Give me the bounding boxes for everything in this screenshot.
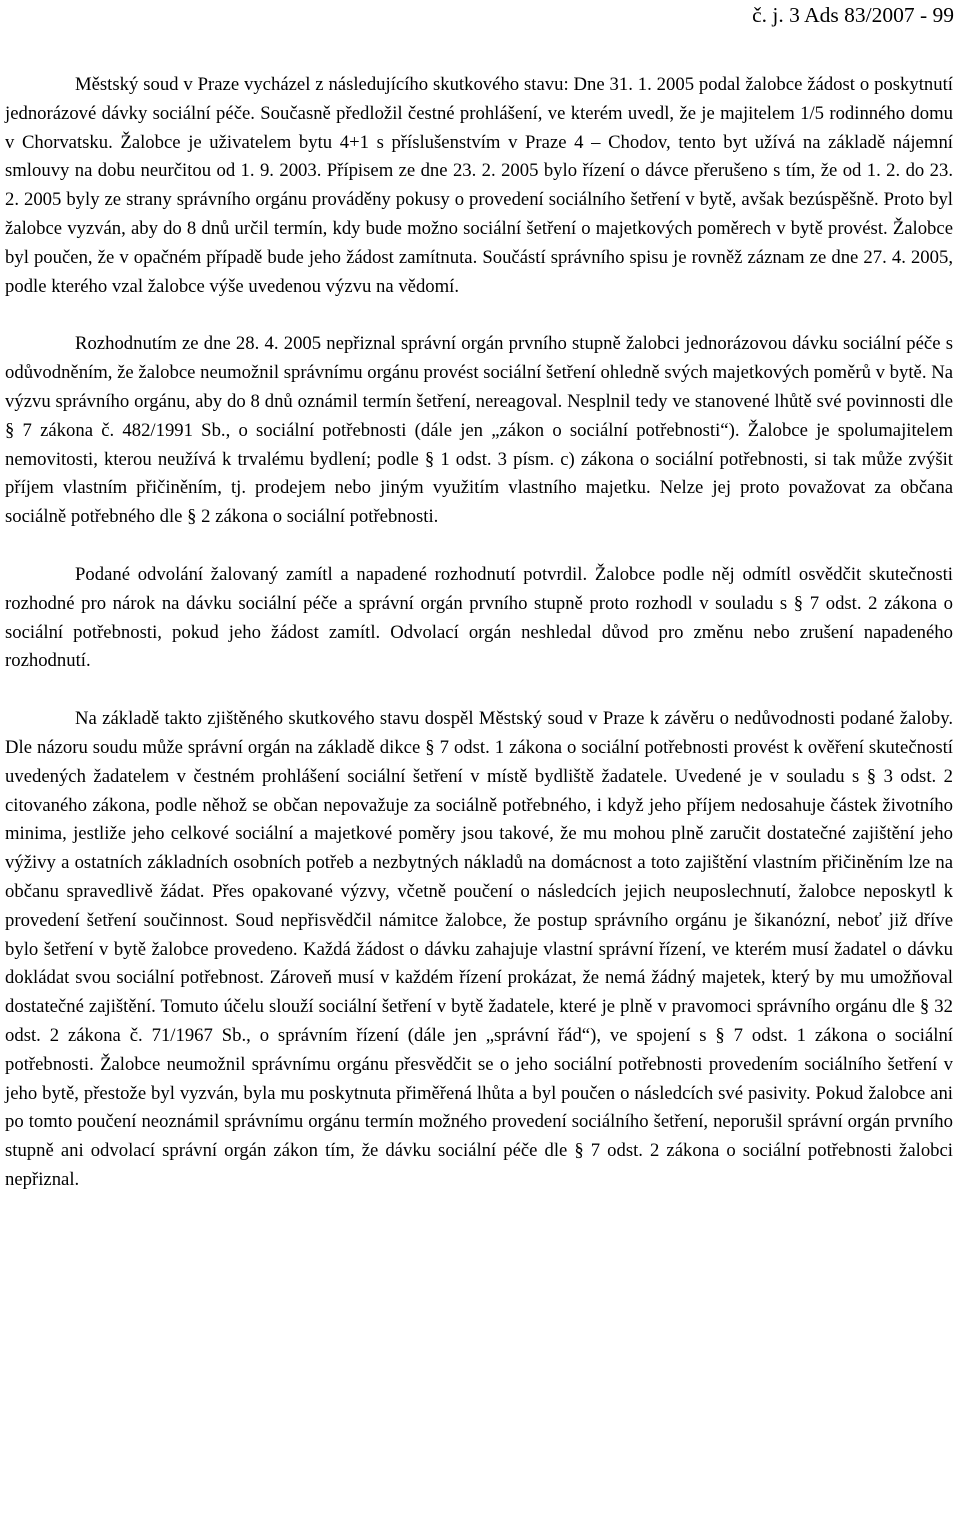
case-number: č. j. 3 Ads 83/2007 - 99 bbox=[752, 3, 954, 27]
paragraph-first-instance-decision: Rozhodnutím ze dne 28. 4. 2005 nepřiznal správní orgán prvního stupně žalobci jednorázovou dávku sociální péče s odůvodněním, že žalobce neumožnil správnímu orgánu provést sociální šetření ohledně svých majetkových poměrů v bytě. Na výzvu správního orgánu, aby do 8 dnů oznámil termín šetření, nereagoval. Nesplnil tedy ve stanovené lhůtě své povinnosti dle § 7 zákona č. 482/1991 Sb., o sociální potřebnosti (dále jen „zákon o sociální potřebnosti“). Žalobce je spolumajitelem nemovitosti, kterou neužívá k trvalému bydlení; podle § 1 odst. 3 písm. c) zákona o sociální potřebnosti, si tak může zvýšit příjem vlastním přičiněním, tj. prodejem nebo jiným využitím vlastního majetku. Nelze jej proto považovat za občana sociálně potřebného dle § 2 zákona o sociální potřebnosti. bbox=[5, 333, 953, 528]
paragraph-facts: Městský soud v Praze vycházel z následujícího skutkového stavu: Dne 31. 1. 2005 podal žalobce žádost o poskytnutí jednorázové dávky sociální péče. Současně předložil čestné prohlášení, ve kterém uvedl, že je majitelem 1/5 rodinného domu v Chorvatsku. Žalobce je uživatelem bytu 4+1 s příslušenstvím v Praze 4 – Chodov, tento byt užívá na základě nájemní smlouvy na dobu neurčitou od 1. 9. 2003. Přípisem ze dne 23. 2. 2005 bylo řízení o dávce přerušeno s tím, že od 1. 2. do 23. 2. 2005 byly ze strany správního orgánu prováděny pokusy o provedení sociálního šetření v bytě, avšak bezúspěšně. Proto byl žalobce vyzván, aby do 8 dnů určil termín, kdy bude možno sociální šetření o majetkových poměrech v bytě provést. Žalobce byl poučen, že v opačném případě bude jeho žádost zamítnuta. Součástí správního spisu je rovněž záznam ze dne 27. 4. 2005, podle kterého vzal žalobce výše uvedenou výzvu na vědomí. bbox=[5, 74, 953, 297]
paragraph-appeal: Podané odvolání žalovaný zamítl a napadené rozhodnutí potvrdil. Žalobce podle něj odmítl osvědčit skutečnosti rozhodné pro nárok na dávku sociální péče a správní orgán prvního stupně proto rozhodl v souladu s § 7 odst. 2 zákona o sociální potřebnosti, pokud jeho žádost zamítl. Odvolací orgán neshledal důvod pro změnu nebo zrušení napadeného rozhodnutí. bbox=[5, 563, 953, 672]
paragraph-court-conclusion: Na základě takto zjištěného skutkového stavu dospěl Městský soud v Praze k závěru o nedůvodnosti podané žaloby. Dle názoru soudu může správní orgán na základě dikce § 7 odst. 1 zákona o sociální potřebnosti provést k ověření skutečností uvedených žadatelem v čestném prohlášení sociální šetření v místě bydliště žadatele. Uvedené je v souladu s § 3 odst. 2 citovaného zákona, podle něhož se občan nepovažuje za sociálně potřebného, i když jeho příjem nedosahuje částek životního minima, jestliže jeho celkové sociální a majetkové poměry jsou takové, že mu mohou plně zaručit dostatečné zajištění jeho výživy a ostatních základních osobních potřeb a nezbytných nákladů na domácnost a toto zajištění vlastním přičiněním lze na občanu spravedlivě žádat. Přes opakované výzvy, včetně poučení o následcích jejich neuposlechnutí, žalobce neposkytl k provedení šetření součinnost. Soud nepřisvědčil námitce žalobce, že postup správního orgánu je šikanózní, neboť již dříve bylo šetření v bytě žalobce provedeno. Každá žádost o dávku zahajuje vlastní správní řízení, ve kterém musí žadatel o dávku dokládat svou sociální potřebnost. Zároveň musí v každém řízení prokázat, že nemá žádný majetek, který by mu umožňoval dostatečné zajištění. Tomuto účelu slouží sociální šetření v bytě žadatele, které je plně v pravomoci správního orgánu dle § 32 odst. 2 zákona č. 71/1967 Sb., o správním řízení (dále jen „správní řád“), ve spojení s § 7 odst. 1 zákona o sociální potřebnosti. Žalobce neumožnil správnímu orgánu přesvědčit se o jeho sociální potřebnosti provedením sociálního šetření v jeho bytě, přestože byl vyzván, byla mu poskytnuta přiměřená lhůta a byl poučen o následcích své pasivity. Pokud žalobce ani po tomto poučení neoznámil správnímu orgánu termín možného provedení sociálního šetření, neporušil správní orgán prvního stupně ani odvolací správní orgán zákon tím, že dávku sociální péče dle § 7 odst. 2 zákona o sociální potřebnosti žalobci nepřiznal. bbox=[5, 708, 953, 1190]
document-body bbox=[5, 71, 953, 1195]
